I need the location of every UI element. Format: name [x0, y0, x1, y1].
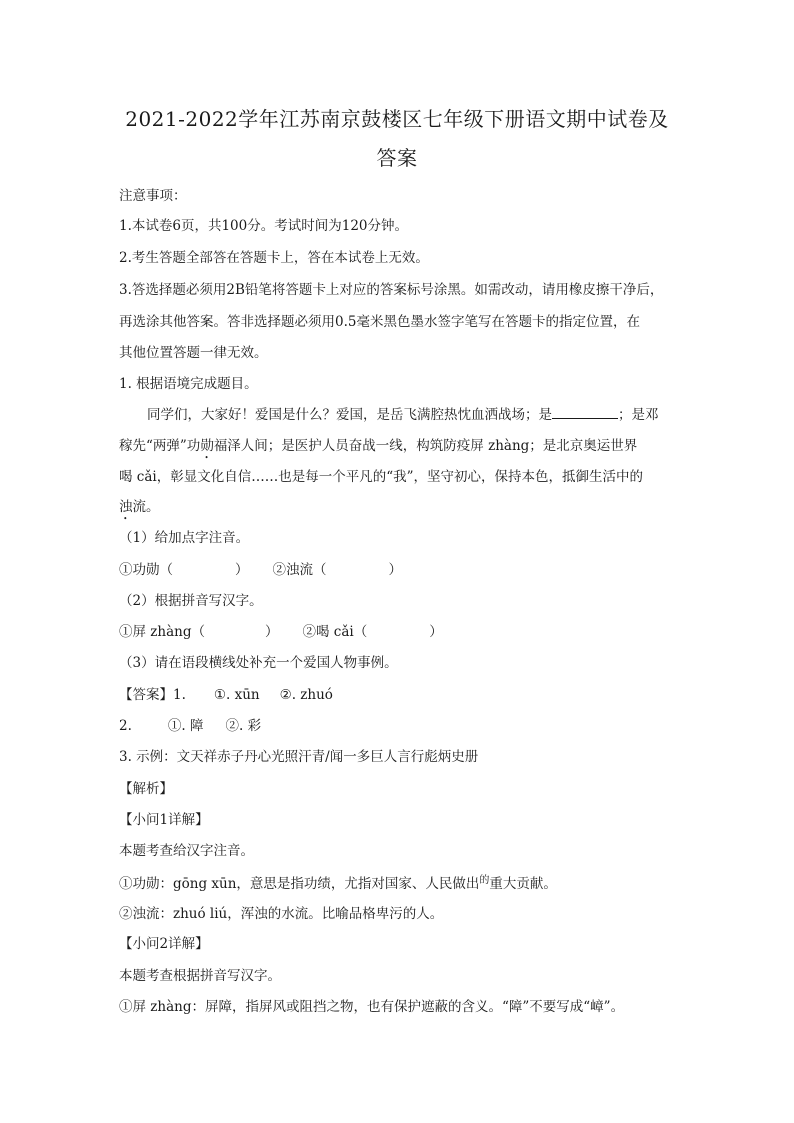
sub-question-2-items [119, 622, 744, 642]
note-1: 1.本试卷6页，共100分。考试时间为120分钟。 [119, 218, 409, 234]
analysis-sub1-a-pre: ①功勋：gōng xūn，意思是指功绩，尤指对国家、人民做出 [119, 876, 480, 892]
passage-line4 [119, 497, 744, 523]
analysis-sub1-a [119, 874, 744, 896]
fill-in-blank[interactable] [552, 405, 618, 419]
sub-question-1: （1）给加点字注音。 [119, 530, 250, 546]
analysis-sub1-b: ②浊流：zhuó liú，浑浊的水流。比喻品格卑污的人。 [119, 906, 444, 922]
item-hecai: ②喝 cǎi（ [302, 624, 368, 640]
answer-1-1: ①. xūn [213, 687, 260, 703]
dotted-char-xun: 勋 [200, 438, 214, 454]
answer-2-2: ②. 彩 [225, 718, 262, 734]
answer-line1 [119, 685, 744, 705]
passage-line2 [119, 436, 744, 462]
analysis-sub1-a-small: 的 [479, 875, 490, 886]
analysis-sub2-label: 【小问2详解】 [119, 936, 209, 952]
notes-heading: 注意事项： [119, 188, 187, 204]
answer-label: 【答案】1. [119, 687, 186, 703]
passage-line2-b: 福泽人间；是医护人员奋战一线，构筑防疫屏 zhàng；是北京奥运世界 [213, 438, 638, 454]
item-hecai-close: ） [429, 624, 443, 640]
analysis-label: 【解析】 [119, 781, 173, 797]
answer-1-2: ②. zhuó [279, 687, 333, 703]
passage-line2-a: 稼先“两弹”功 [119, 438, 201, 454]
note-2: 2.考生答题全部答在答题卡上，答在本试卷上无效。 [119, 250, 429, 266]
passage-line1-post: ；是邓 [618, 407, 659, 423]
sub-question-1-items [119, 560, 744, 580]
answer-2-num: 2. [119, 718, 132, 734]
passage-line3: 喝 cǎi，彰显文化自信……也是每一个平凡的“我”，坚守初心，保持本色，抵御生活中的 [119, 469, 644, 485]
dotted-char-zhuo: 浊 [119, 499, 133, 515]
question-1-stem: 1. 根据语境完成题目。 [119, 376, 258, 392]
sub-question-2: （2）根据拼音写汉字。 [119, 593, 263, 609]
document-title-line2: 答案 [376, 146, 418, 170]
sub-question-3: （3）请在语段横线处补充一个爱国人物事例。 [119, 655, 398, 671]
note-3-line3: 其他位置答题一律无效。 [119, 345, 268, 361]
item-gongxun-close: ） [235, 562, 249, 578]
passage-line1-pre: 同学们，大家好！爱国是什么？爱国，是岳飞满腔热忱血洒战场；是 [147, 407, 552, 423]
answer-line2 [119, 716, 744, 736]
passage-line4-b: 流。 [132, 499, 160, 515]
item-zhuoliu-close: ） [388, 562, 402, 578]
analysis-sub1-intro: 本题考查给汉字注音。 [119, 843, 254, 859]
item-pingzhang-close: ） [264, 624, 279, 640]
analysis-sub2-a: ①屏 zhàng：屏障，指屏风或阻挡之物，也有保护遮蔽的含义。“障”不要写成“嶂”。 [119, 999, 625, 1015]
note-3-line1: 3.答选择题必须用2B铅笔将答题卡上对应的答案标号涂黑。如需改动，请用橡皮擦干净后， [119, 282, 664, 298]
item-zhuoliu: ②浊流（ [272, 562, 327, 578]
analysis-sub1-a-post: 重大贡献。 [489, 876, 557, 892]
document-title-line1: 2021-2022学年江苏南京鼓楼区七年级下册语文期中试卷及 [125, 107, 669, 131]
note-3-line2: 再选涂其他答案。答非选择题必须用0.5毫米黑色墨水签字笔写在答题卡的指定位置，在 [119, 314, 640, 330]
passage-line1 [147, 405, 744, 425]
answer-line3: 3. 示例：文天祥赤子丹心光照汗青/闻一多巨人言行彪炳史册 [119, 749, 479, 765]
analysis-sub1-label: 【小问1详解】 [119, 812, 209, 828]
analysis-sub2-intro: 本题考查根据拼音写汉字。 [119, 968, 281, 984]
item-pingzhang: ①屏 zhàng（ [119, 624, 205, 640]
answer-2-1: ①. 障 [167, 718, 204, 734]
item-gongxun: ①功勋（ [119, 562, 173, 578]
